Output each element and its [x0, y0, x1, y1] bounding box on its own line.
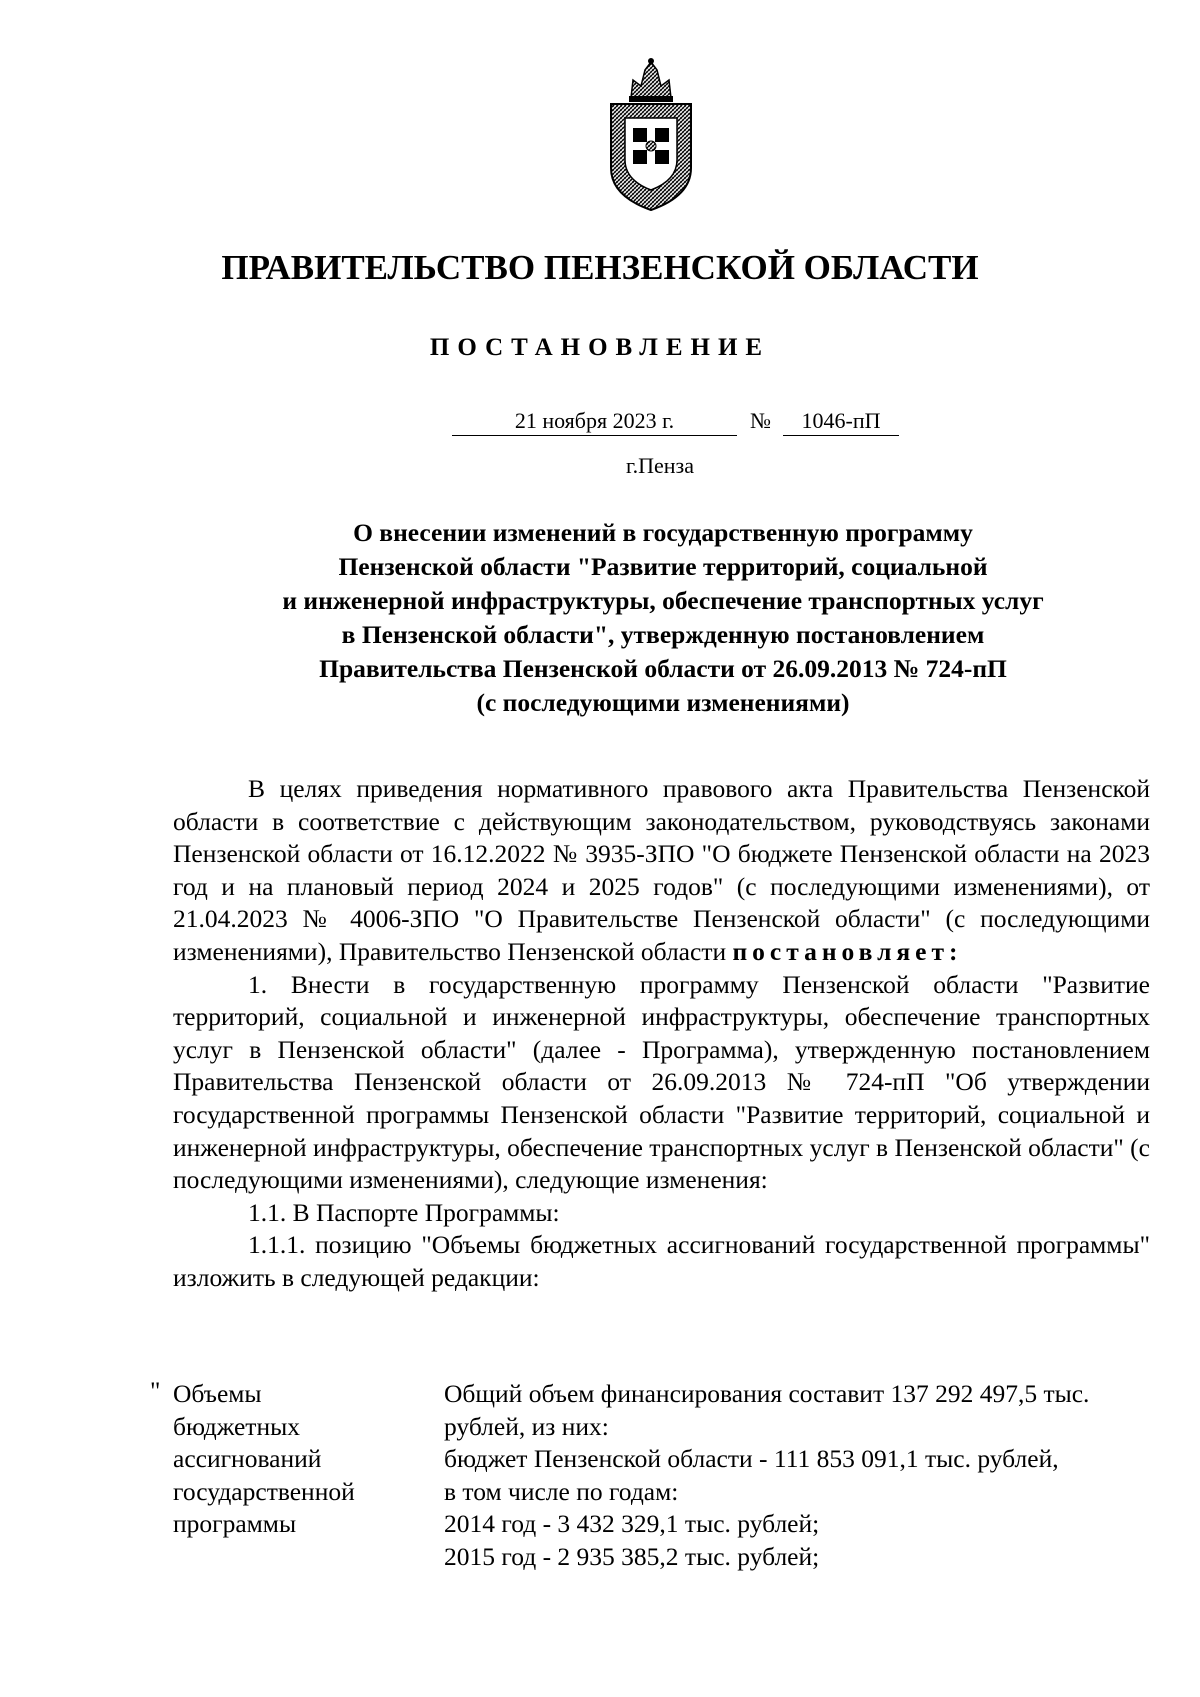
document-date: 21 ноября 2023 г.	[452, 408, 737, 436]
table-value-column	[444, 1378, 1150, 1574]
document-body	[173, 773, 1150, 1295]
table-value-line: 2015 год - 2 935 385,2 тыс. рублей;	[444, 1541, 820, 1571]
subject-line: и инженерной инфраструктуры, обеспечение транспортных услуг	[282, 586, 1044, 615]
date-number-line	[452, 408, 912, 444]
subject-line: Пензенской области "Развитие территорий, социальной	[338, 552, 988, 581]
document-subject	[0, 516, 1200, 720]
number-sign: №	[750, 408, 771, 433]
opening-quote: "	[150, 1376, 161, 1405]
item-1-1-paragraph: 1.1. В Паспорте Программы:	[248, 1197, 560, 1227]
decree-word: постановляет:	[732, 936, 963, 966]
subject-line: О внесении изменений в государственную программу	[353, 518, 973, 547]
table-value-line: рублей, из них:	[444, 1411, 609, 1441]
city: г.Пенза	[626, 453, 694, 478]
table-value-line: Общий объем финансирования составит 137 292 497,5 тыс.	[444, 1379, 1090, 1408]
table-label-line: государственной	[173, 1476, 355, 1506]
government-title: ПРАВИТЕЛЬСТВО ПЕНЗЕНСКОЙ ОБЛАСТИ	[221, 248, 979, 287]
subject-line: в Пензенской области", утвержденную постановлением	[341, 620, 985, 649]
item-1-paragraph: 1. Внести в государственную программу Пензенской области "Развитие территорий, социальной и инженерной инфраструктуры, обеспечение транспортных услуг в Пензенской области" (далее - Программа), утвержденную постановлением Правительства Пензенской области от 26.09.2013 № 724-пП "Об утверждении государственной программы Пензенской области "Развитие территорий, социальной и инженерной инфраструктуры, обеспечение транспортных услуг в Пензенской области" (с последующими изменениями), следующие изменения:	[173, 969, 1150, 1195]
table-label-line: ассигнований	[173, 1444, 322, 1474]
document-number: 1046-пП	[783, 408, 899, 436]
subject-line: Правительства Пензенской области от 26.09.2013 № 724-пП	[319, 654, 1007, 683]
table-label-column	[173, 1378, 423, 1541]
table-value-line: 2014 год - 3 432 329,1 тыс. рублей;	[444, 1509, 820, 1539]
table-label-line: бюджетных	[173, 1411, 300, 1441]
coat-of-arms-icon	[603, 56, 699, 214]
subject-line: (с последующими изменениями)	[476, 688, 850, 717]
table-value-line: бюджет Пензенской области - 111 853 091,1 тыс. рублей,	[444, 1444, 1059, 1474]
document-type: ПОСТАНОВЛЕНИЕ	[429, 334, 771, 361]
table-label-line: программы	[173, 1509, 297, 1539]
table-label-line: Объемы	[173, 1379, 262, 1408]
preamble-text: В целях приведения нормативного правового акта Правительства Пензенской области в соответствие с действующим законодательством, руководствуясь законами Пензенской области от 16.12.2022 № 3935-ЗПО "О бюджете Пензенской области на 2023 год и на плановый период 2024 и 2025 годов" (с последующими изменениями), от 21.04.2023 № 4006-ЗПО "О Правительстве Пензенской области" (с последующими изменениями), Правительство Пензенской области	[173, 774, 1150, 966]
preamble-paragraph	[173, 773, 1150, 969]
item-1-1-1-paragraph: 1.1.1. позицию "Объемы бюджетных ассигнований государственной программы" изложить в следующей редакции:	[173, 1230, 1150, 1292]
table-value-line: в том числе по годам:	[444, 1476, 679, 1506]
